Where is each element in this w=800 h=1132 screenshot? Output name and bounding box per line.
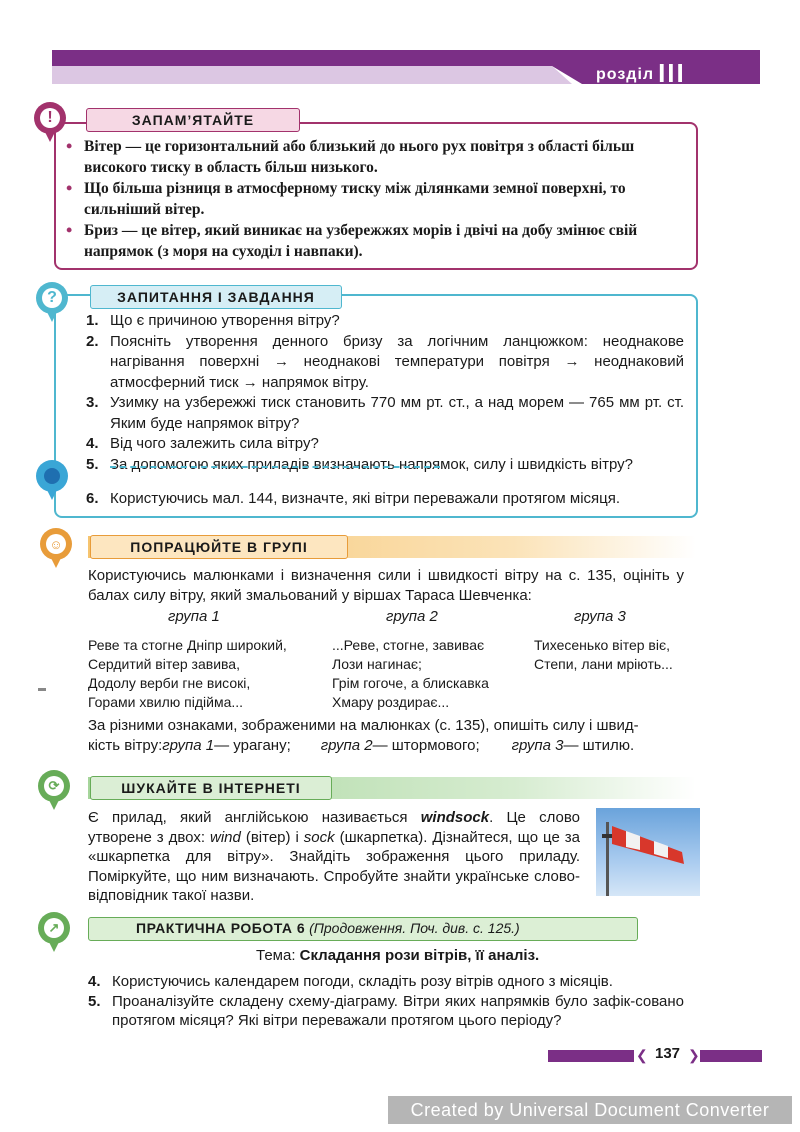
internet-pin-icon: ⟳	[38, 770, 70, 810]
footer-chevron-right-icon: ❯	[688, 1047, 700, 1063]
questions-title: ЗАПИТАННЯ І ЗАВДАННЯ	[90, 285, 342, 309]
group-3-heading: група 3	[574, 608, 626, 625]
group-outro: За різними ознаками, зображеними на малюнках (с. 135), опишіть силу і швид- кість вітру: група 1 — урагану; група 2 — штормового; група 3 — штилю.	[88, 717, 639, 754]
poem-line: Горами хвилю підійма...	[88, 694, 244, 710]
memo-item: • Що більша різниця в атмосферному тиску між ділянками земної поверхні, то сильніший вітер.	[62, 178, 690, 220]
section-label: розділ III	[596, 58, 686, 88]
dashed-divider	[110, 466, 440, 468]
poem-line: Степи, лани мріють...	[534, 656, 673, 672]
memo-title: ЗАПАМ’ЯТАЙТЕ	[86, 108, 300, 132]
practical-title: ПРАКТИЧНА РОБОТА 6 (Продовження. Поч. див. с. 125.)	[136, 920, 520, 936]
exclamation-pin-icon: !	[34, 102, 66, 142]
question-item: 5. За допомогою яких приладів визначають напрямок, силу і швидкість вітру?	[86, 455, 633, 473]
poem-line: Тихесенько вітер віє,	[534, 637, 671, 653]
question-item: 3. Узимку на узбережжі тиск становить 770 мм рт. ст., а над морем — 765 мм рт. ст. Яким буде напрямок вітру?	[86, 394, 684, 432]
poem-group-1	[88, 636, 328, 712]
footer-chevron-left-icon: ❮	[636, 1047, 648, 1063]
question-item: 4. Від чого залежить сила вітру?	[86, 435, 319, 452]
poem-group-3	[534, 636, 694, 674]
windsock-image	[596, 808, 700, 896]
group-pin-icon: ☺	[40, 528, 72, 568]
margin-mark	[38, 688, 46, 691]
windsock-photo	[596, 808, 700, 896]
group-1-heading: група 1	[168, 608, 220, 625]
poem-line: Лози нагинає;	[332, 656, 422, 672]
poem-line: ...Реве, стогне, завиває	[332, 637, 485, 653]
group-2-heading: група 2	[386, 608, 438, 625]
question-item: 2. Поясніть утворення денного бризу за логічним ланцюжком: неоднакове нагрівання поверхні → неоднакові температури повітря → неоднаковий атмосферний тиск → напрямок вітру.	[86, 332, 684, 391]
practical-list	[88, 972, 684, 1031]
practical-topic: Тема: Складання рози вітрів, її аналіз.	[256, 947, 540, 964]
memo-list	[62, 136, 690, 262]
footer-bar-right	[700, 1050, 762, 1062]
dot-pin-icon	[36, 460, 68, 500]
footer-bar-left	[548, 1050, 634, 1062]
question-item: 6. Користуючись мал. 144, визначте, які вітри переважали протягом місяця.	[86, 490, 621, 507]
watermark: Created by Universal Document Converter	[388, 1096, 792, 1124]
practical-item: 4. Користуючись календарем погоди, складіть розу вітрів одного з місяців.	[88, 973, 613, 990]
poem-line: Грім гогоче, а блискавка	[332, 675, 489, 691]
internet-text: Є прилад, який англійською називається windsock. Це слово утворене з двох: wind (вітер) і sock (шкарпетка). Дізнайтеся, що це за «шкарпетка для вітру». Знайдіть зображення цього приладу. Поміркуйте, що ним визначають. Спробуйте знайти українське слово-відповідник такої назви.	[88, 809, 581, 904]
poem-group-2	[332, 636, 532, 712]
internet-title: ШУКАЙТЕ В ІНТЕРНЕТІ	[90, 776, 332, 800]
group-title: ПОПРАЦЮЙТЕ В ГРУПІ	[90, 535, 348, 559]
poem-line: Сердитий вітер завива,	[88, 656, 240, 672]
question-pin-icon: ?	[36, 282, 68, 322]
poem-line: Реве та стогне Дніпр широкий,	[88, 637, 287, 653]
page-number: 137	[655, 1045, 681, 1062]
poem-line: Хмару роздирає...	[332, 694, 450, 710]
compass-pin-icon: ↗	[38, 912, 70, 952]
section-number: III	[658, 58, 686, 88]
questions-list	[86, 311, 684, 510]
memo-item: • Вітер — це горизонтальний або близький до нього рух повітря з області більш високого тиску в область більш низького.	[62, 136, 690, 178]
question-item: 1. Що є причиною утворення вітру?	[86, 312, 340, 329]
memo-item: • Бриз — це вітер, який виникає на узбережжях морів і двічі на добу змінює свій напрямок (з моря на суходіл і навпаки).	[62, 220, 690, 262]
group-intro: Користуючись малюнками і визначення сили і швидкості вітру на с. 135, оцініть у балах силу вітру, який змальований у віршах Тараса Шевченка:	[88, 567, 684, 604]
poem-line: Додолу верби гне високі,	[88, 675, 251, 691]
practical-item: 5. Проаналізуйте складену схему-діаграму. Вітри яких напрямків було зафік-совано протягом місяця? Які вітри переважали протягом цього періоду?	[88, 992, 684, 1029]
